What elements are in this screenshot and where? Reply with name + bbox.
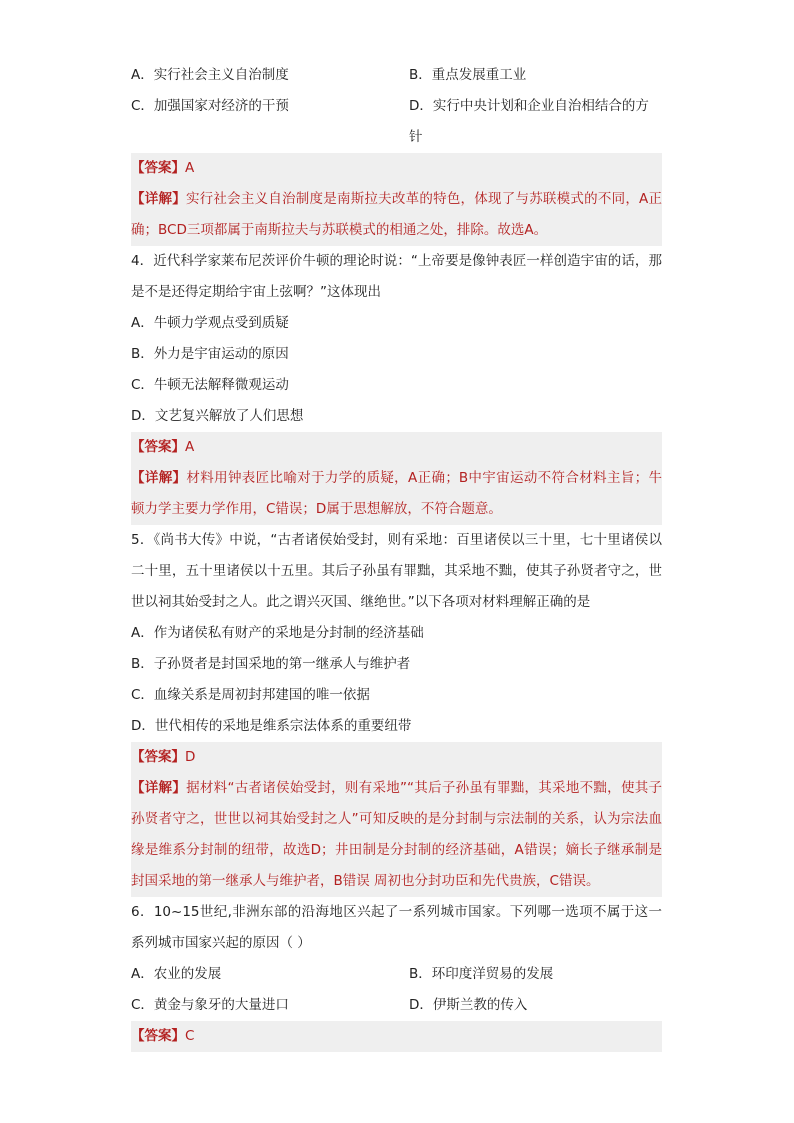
q6-option-b: B．环印度洋贸易的发展: [409, 966, 554, 982]
q5-option-d: D．世代相传的采地是维系宗法体系的重要纽带: [131, 718, 412, 734]
q6-options-row-2: [131, 990, 662, 1021]
document-page: [131, 60, 662, 1052]
q5-stem: 5．《尚书大传》中说，“古者诸侯始受封，则有采地：百里诸侯以三十里，七十里诸侯以二十里，五十里诸侯以十五里。其后子孙虽有罪黜，其采地不黜，使其子孙贤者守之，世世以祠其始受封之人。此之谓兴灭国、继绝世。”以下各项对材料理解正确的是: [131, 532, 662, 610]
q4-option-b: B．外力是宇宙运动的原因: [131, 346, 289, 362]
q3-options-row-2: [131, 91, 662, 153]
q3-option-d: D．实行中央计划和企业自治相结合的方针: [409, 98, 649, 145]
q6-option-c: C．黄金与象牙的大量进口: [131, 997, 289, 1013]
q4-option-a: A．牛顿力学观点受到质疑: [131, 315, 289, 331]
q3-answer: A: [185, 160, 195, 176]
q6-options-row-1: [131, 959, 662, 990]
q4-answer-box: [131, 432, 662, 463]
q4-stem: 4．近代科学家莱布尼茨评价牛顿的理论时说：“上帝要是像钟表匠一样创造宇宙的话，那是不是还得定期给宇宙上弦啊？”这体现出: [131, 253, 662, 300]
q6-answer-box: [131, 1021, 662, 1052]
q5-detail: 据材料“古者诸侯始受封，则有采地”“其后子孙虽有罪黜，其采地不黜，使其子孙贤者守之，世世以祠其始受封之人”可知反映的是分封制与宗法制的关系，认为宗法血缘是维系分封制的纽带，故选D；井田制是分封制的经济基础，A错误；嫡长子继承制是封国采地的第一继承人与维护者，B错误 周初也分封功臣和先代贵族，C错误。: [131, 780, 662, 889]
q6-option-d: D．伊斯兰教的传入: [409, 997, 528, 1013]
q4-detail-box: [131, 463, 662, 525]
detail-tag: 【详解】: [131, 470, 187, 486]
detail-tag: 【详解】: [131, 191, 186, 207]
q3-option-a: A．实行社会主义自治制度: [131, 67, 289, 83]
answer-tag: 【答案】: [131, 439, 185, 455]
q5-answer-box: [131, 742, 662, 773]
q6-option-a: A．农业的发展: [131, 966, 222, 982]
q3-detail-box: [131, 184, 662, 246]
answer-tag: 【答案】: [131, 1028, 185, 1044]
q4-answer: A: [185, 439, 195, 455]
q4-option-c: C．牛顿无法解释微观运动: [131, 377, 289, 393]
q3-detail: 实行社会主义自治制度是南斯拉夫改革的特色，体现了与苏联模式的不同，A正确；BCD三项都属于南斯拉夫与苏联模式的相通之处，排除。故选A。: [131, 191, 663, 238]
detail-tag: 【详解】: [131, 780, 187, 796]
answer-tag: 【答案】: [131, 160, 185, 176]
q5-answer: D: [185, 749, 196, 765]
q5-option-c: C．血缘关系是周初封邦建国的唯一依据: [131, 687, 370, 703]
q5-option-a: A．作为诸侯私有财产的采地是分封制的经济基础: [131, 625, 424, 641]
q3-option-b: B．重点发展重工业: [409, 67, 527, 83]
q5-option-b: B．子孙贤者是封国采地的第一继承人与维护者: [131, 656, 411, 672]
q6-answer: C: [185, 1028, 195, 1044]
answer-tag: 【答案】: [131, 749, 185, 765]
q3-options-row-1: [131, 60, 662, 91]
q6-stem: 6．10~15世纪,非洲东部的沿海地区兴起了一系列城市国家。下列哪一选项不属于这一系列城市国家兴起的原因（ ）: [131, 904, 662, 951]
q5-detail-box: [131, 773, 662, 897]
q3-answer-box: [131, 153, 662, 184]
q4-detail: 材料用钟表匠比喻对于力学的质疑，A正确；B中宇宙运动不符合材料主旨；牛顿力学主要力学作用，C错误；D属于思想解放，不符合题意。: [131, 470, 662, 517]
q3-option-c: C．加强国家对经济的干预: [131, 98, 289, 114]
q4-option-d: D．文艺复兴解放了人们思想: [131, 408, 304, 424]
